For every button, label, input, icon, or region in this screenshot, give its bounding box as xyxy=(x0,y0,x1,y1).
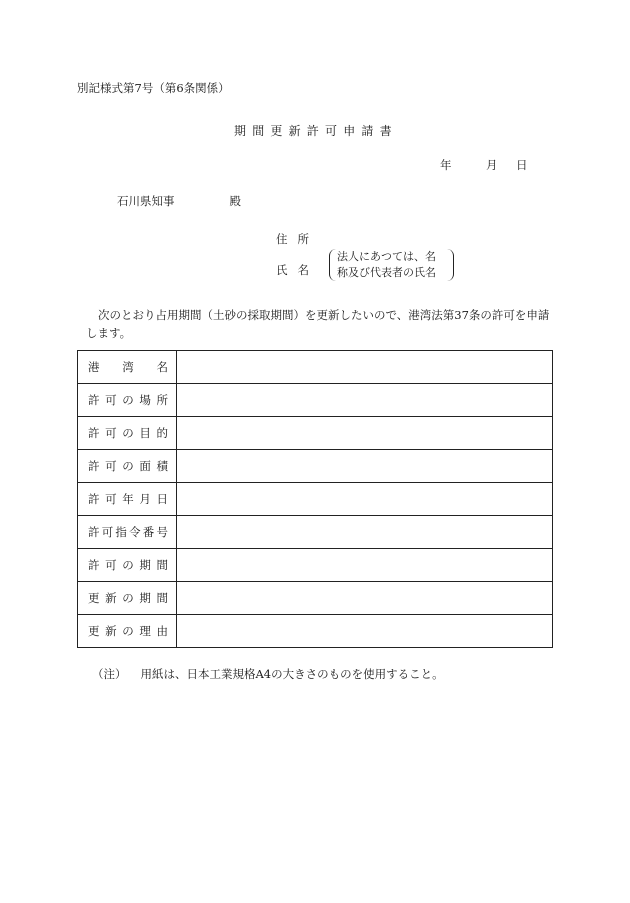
statement-line-2: します。 xyxy=(86,326,132,340)
field-label: 許可の目的 xyxy=(88,426,168,440)
field-value-cell[interactable] xyxy=(176,549,552,582)
field-label-cell xyxy=(78,417,177,450)
field-label-cell xyxy=(78,384,177,417)
footnote-marker: （注） xyxy=(92,667,127,681)
field-value-cell[interactable] xyxy=(176,417,552,450)
field-value-cell[interactable] xyxy=(176,582,552,615)
field-label-cell xyxy=(78,549,177,582)
table-row xyxy=(78,417,553,450)
application-statement xyxy=(77,306,557,342)
field-value-cell[interactable] xyxy=(176,384,552,417)
date-month-label: 月 xyxy=(486,158,498,172)
field-label-cell xyxy=(78,351,177,384)
footnote xyxy=(92,666,444,682)
field-value-cell[interactable] xyxy=(176,516,552,549)
name-label: 氏名 xyxy=(276,263,319,277)
table-row xyxy=(78,450,553,483)
table-row xyxy=(78,516,553,549)
field-label: 更新の期間 xyxy=(88,591,168,605)
field-label: 許可の場所 xyxy=(88,393,168,407)
field-label-cell xyxy=(78,483,177,516)
field-label-cell xyxy=(78,582,177,615)
date-day-label: 日 xyxy=(516,158,528,172)
table-row xyxy=(78,549,553,582)
corporate-note-line-1: 法人にあつては、名 xyxy=(337,250,436,263)
addressee-name: 石川県知事 xyxy=(117,194,175,208)
field-label-cell xyxy=(78,615,177,648)
corporate-note-line-2: 称及び代表者の氏名 xyxy=(337,266,436,279)
field-label: 更新の理由 xyxy=(88,624,168,638)
field-value-cell[interactable] xyxy=(176,483,552,516)
table-row xyxy=(78,615,553,648)
field-label-cell xyxy=(78,516,177,549)
statement-line-1: 次のとおり占用期間（土砂の採取期間）を更新したいので、港湾法第37条の許可を申請 xyxy=(98,308,550,322)
field-value-cell[interactable] xyxy=(176,450,552,483)
document-title: 期間更新許可申請書 xyxy=(234,124,398,138)
field-label: 許可の期間 xyxy=(88,558,168,572)
table-row xyxy=(78,483,553,516)
date-year-label: 年 xyxy=(440,158,452,172)
field-label: 港湾名 xyxy=(88,360,168,374)
form-number: 別記様式第7号（第6条関係） xyxy=(77,81,230,95)
table-row xyxy=(78,384,553,417)
field-label: 許可年月日 xyxy=(88,492,168,506)
date-line xyxy=(440,157,528,173)
field-label: 許可の面積 xyxy=(88,459,168,473)
application-form-table xyxy=(77,350,553,648)
address-label: 住所 xyxy=(276,232,319,246)
addressee-honorific: 殿 xyxy=(229,194,241,208)
field-value-cell[interactable] xyxy=(176,615,552,648)
field-label-cell xyxy=(78,450,177,483)
footnote-text: 用紙は、日本工業規格A4の大きさのものを使用すること。 xyxy=(140,667,444,681)
addressee xyxy=(117,193,241,209)
corporate-name-note xyxy=(329,249,454,281)
table-row xyxy=(78,582,553,615)
field-label: 許可指令番号 xyxy=(88,525,168,539)
field-value-cell[interactable] xyxy=(176,351,552,384)
table-row xyxy=(78,351,553,384)
